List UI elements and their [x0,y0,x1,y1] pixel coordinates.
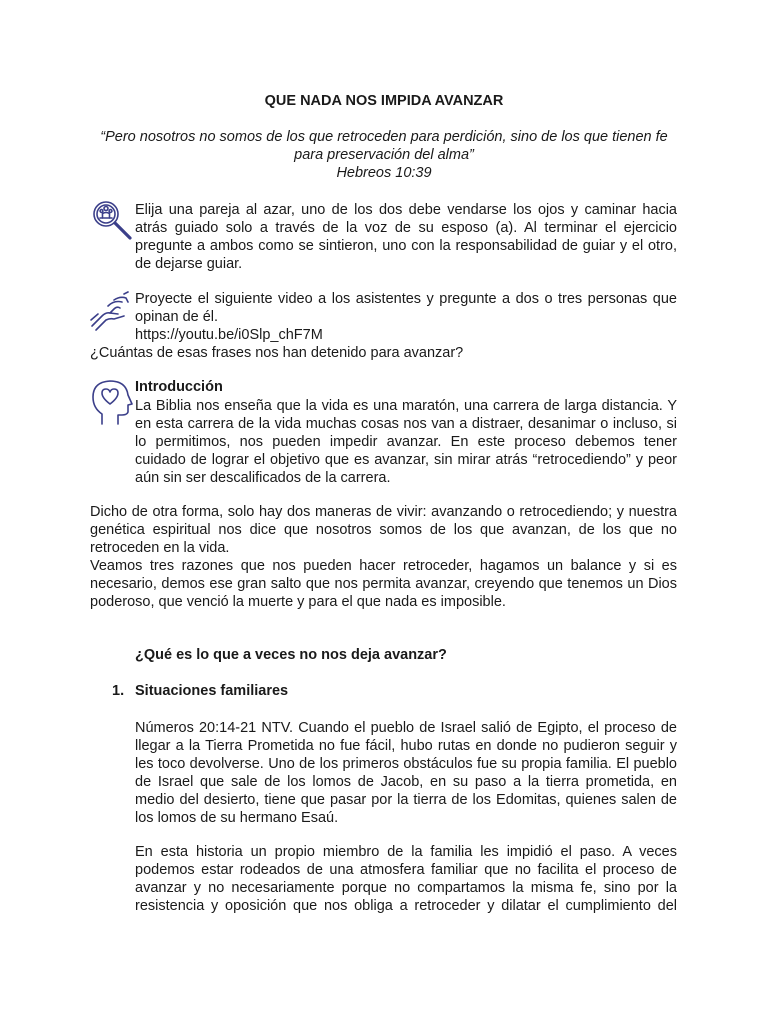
search-people-icon [90,198,134,242]
question-heading: ¿Qué es lo que a veces no nos deja avanzar? [135,647,447,663]
paragraph-1: Dicho de otra forma, solo hay dos maneras de vivir: avanzando o retrocediendo; y nuestra genética espiritual nos dice que nosotros somos de los que avanzan, de los que no retroceden en la vida. [90,504,677,556]
quote-reference: Hebreos 10:39 [336,165,432,181]
activity-2-question: ¿Cuántas de esas frases nos han detenido para avanzar? [90,345,464,361]
page-title: QUE NADA NOS IMPIDA AVANZAR [264,93,504,109]
hands-icon [88,290,132,334]
bible-quote [90,128,678,182]
section-1-heading: Situaciones familiares [135,683,289,699]
video-link[interactable]: https://youtu.be/i0Slp_chF7M [135,327,323,343]
section-1-paragraph-2: En esta historia un propio miembro de la familia les impidió el paso. A veces podemos estar rodeados de una atmosfera familiar que no facilita el proceso de avanzar y no necesariamente porque no compartamos la misma fe, sino por la resistencia y oposición que nos obliga a retroceder y dilatar el cumplimiento del [135,844,677,914]
activity-2-text: Proyecte el siguiente video a los asistentes y pregunte a dos o tres personas que opinan de él. [135,291,677,325]
section-1-paragraph-1: Números 20:14-21 NTV. Cuando el pueblo de Israel salió de Egipto, el proceso de llegar a la Tierra Prometida no fue fácil, hubo rutas en donde no pudieron seguir y les toco devolverse. Uno de los primeros obstáculos fue su propia familia. El pueblo de Israel que sale de los lomos de Jacob, en su paso a la tierra prometida, en medio del desierto, tiene que pasar por la tierra de los Edomitas, quienes salen de los lomos de su hermano Esaú. [135,720,677,826]
quote-text: “Pero nosotros no somos de los que retroceden para perdición, sino de los que tienen fe para preservación del alma” [100,129,668,163]
section-1-number: 1. [112,683,125,699]
intro-heading: Introducción [135,379,223,395]
intro-text: La Biblia nos enseña que la vida es una maratón, una carrera de larga distancia. Y en esta carrera de la vida muchas cosas nos van a distraer, desanimar o incluso, si lo permitimos, nos pueden impedir avanzar. En este proceso debemos tener cuidado de lograr el objetivo que es avanzar, sin mirar atrás “retrocediendo” y peor aún sin ser descalificados de la carrera. [135,398,677,486]
activity-1-text: Elija una pareja al azar, uno de los dos debe vendarse los ojos y caminar hacia atrás guiado solo a través de la voz de su esposo (a). Al terminar el ejercicio pregunte a ambos como se sintieron, uno con la responsabilidad de guiar y el otro, de dejarse guiar. [135,202,677,272]
head-heart-icon [88,378,134,426]
paragraph-2: Veamos tres razones que nos pueden hacer retroceder, hagamos un balance y si es necesario, demos ese gran salto que nos permita avanzar, creyendo que tenemos un Dios poderoso, que venció la muerte y para el que nada es imposible. [90,558,677,610]
